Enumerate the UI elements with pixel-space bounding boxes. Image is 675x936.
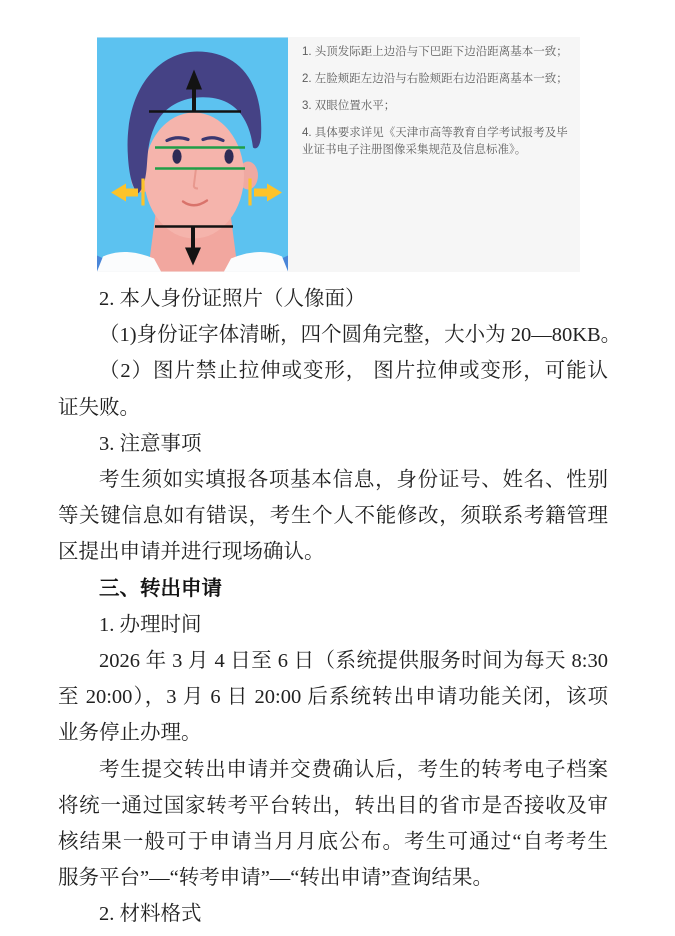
doc-line: 至 20:00），3 月 6 日 20:00 后系统转出申请功能关闭，该项 bbox=[58, 686, 608, 709]
doc-line: 区提出申请并进行现场确认。 bbox=[58, 541, 325, 564]
photo-requirements-list bbox=[288, 37, 580, 272]
requirement-item: 2. 左脸颊距左边沿与右脸颊距右边沿距离基本一致； bbox=[302, 73, 568, 85]
doc-line: （1)身份证字体清晰，四个圆角完整，大小为 20—80KB。 bbox=[99, 324, 622, 347]
doc-line: （2）图片禁止拉伸或变形， 图片拉伸或变形，可能认 bbox=[99, 360, 608, 383]
doc-line: 服务平台”—“转考申请”—“转出申请”查询结果。 bbox=[58, 867, 493, 890]
document-body bbox=[58, 281, 622, 933]
id-photo-sample bbox=[97, 37, 288, 272]
requirement-item: 1. 头顶发际距上边沿与下巴距下边沿距离基本一致； bbox=[302, 46, 568, 58]
doc-line: 2026 年 3 月 4 日至 6 日（系统提供服务时间为每天 8:30 bbox=[99, 649, 608, 672]
doc-line: 2. 本人身份证照片（人像面） bbox=[99, 288, 366, 310]
doc-line: 证失败。 bbox=[58, 396, 140, 419]
doc-line: 考生须如实填报各项基本信息，身份证号、姓名、性别 bbox=[99, 469, 608, 491]
avatar-illustration bbox=[97, 37, 288, 272]
requirement-item: 3. 双眼位置水平； bbox=[302, 100, 396, 112]
photo-guide-panel bbox=[97, 37, 580, 272]
doc-line: 1. 办理时间 bbox=[99, 613, 202, 636]
doc-line: 业务停止办理。 bbox=[58, 722, 202, 745]
requirement-item: 4. 具体要求详见《天津市高等教育自学考试报考及毕业证书电子注册图像采集规范及信息标准》。 bbox=[302, 127, 568, 156]
doc-line: 考生提交转出申请并交费确认后，考生的转考电子档案 bbox=[99, 758, 608, 781]
doc-line: 将统一通过国家转考平台转出，转出目的省市是否接收及审 bbox=[58, 794, 608, 817]
doc-line: 等关键信息如有错误，考生个人不能修改，须联系考籍管理 bbox=[58, 505, 608, 528]
doc-line: 2. 材料格式 bbox=[99, 903, 202, 926]
doc-line: 核结果一般可于申请当月月底公布。考生可通过“自考考生 bbox=[58, 830, 608, 853]
section-heading: 三、转出申请 bbox=[99, 576, 222, 600]
doc-line: 3. 注意事项 bbox=[99, 432, 202, 455]
